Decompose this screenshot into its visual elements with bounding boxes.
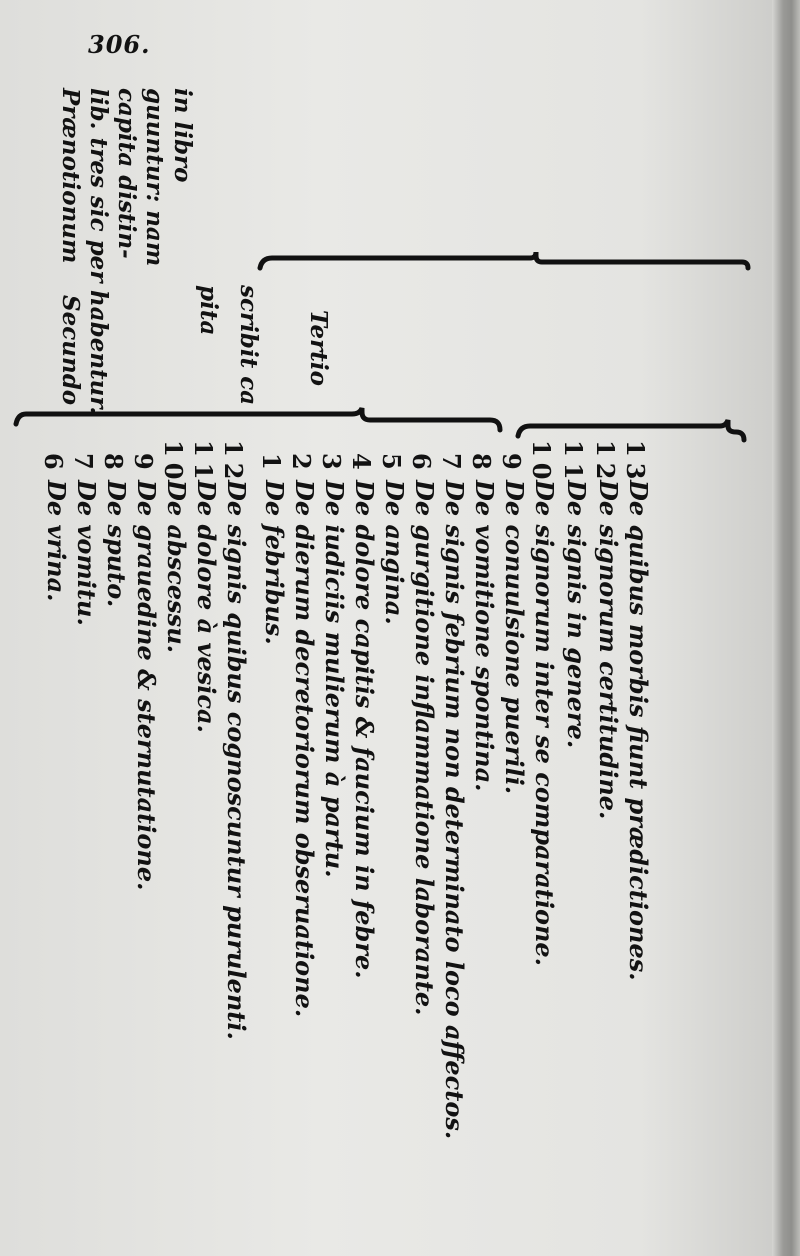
secundo-line-1: Secundo [57, 295, 84, 406]
tertio-num-2: 2 [287, 453, 316, 476]
secundo-entry-11: De dolore à vesica. [192, 480, 221, 733]
tertio-entry-13: De quibus morbis fiunt prædictiones. [624, 480, 653, 981]
brace-tertio [16, 408, 500, 430]
tertio-num-10: 10 [527, 440, 556, 486]
secundo-entry-9: De grauedine & sternutatione. [132, 480, 161, 891]
tertio-num-3: 3 [317, 453, 346, 476]
secundo-num-6: 6 [39, 453, 68, 476]
tertio-line-1: Tertio [305, 310, 332, 386]
tertio-num-12: 12 [591, 440, 620, 486]
tertio-entry-10: De signorum inter se comparatione. [530, 480, 559, 967]
secundo-entry-8: De sputo. [102, 480, 131, 608]
intro-line-2: lib. tres sic per [85, 88, 112, 283]
intro-line-3: capita distin- [113, 88, 140, 259]
tertio-num-11: 11 [559, 440, 588, 486]
intro-line-1: Prænotionum [57, 88, 84, 264]
secundo-num-8: 8 [99, 453, 128, 476]
secundo-entry-10: De abscessu. [162, 480, 191, 653]
secundo-num-10: 10 [159, 440, 188, 486]
secundo-entry-12: De signis quibus cognoscuntur purulenti. [222, 480, 251, 1040]
brace-secundo [518, 420, 744, 440]
tertio-entry-5: De angina. [380, 480, 409, 625]
tertio-entry-11: De signis in genere. [562, 480, 591, 749]
tertio-num-1: 1 [257, 453, 286, 476]
tertio-num-13: 13 [621, 440, 650, 486]
tertio-num-9: 9 [497, 453, 526, 476]
tertio-entry-3: De iudiciis mulierum à partu. [320, 480, 349, 878]
secundo-num-12: 12 [219, 440, 248, 486]
tertio-num-7: 7 [437, 453, 466, 476]
tertio-entry-12: De signorum certitudine. [594, 480, 623, 820]
tertio-entry-1: De febribus. [260, 480, 289, 645]
secundo-entry-7: De vomitu. [72, 480, 101, 626]
secundo-num-7: 7 [69, 453, 98, 476]
secundo-entry-6: De vrina. [42, 480, 71, 602]
secundo-num-11: 11 [189, 440, 218, 486]
tertio-line-3: pita [195, 285, 222, 336]
intro-line-5: in libro [169, 88, 196, 183]
tertio-entry-8: De vomitione spontina. [470, 480, 499, 792]
tertio-line-2: scribit ca [235, 285, 262, 406]
intro-line-4: guuntur: nam [141, 88, 168, 267]
tertio-num-4: 4 [347, 453, 376, 476]
tertio-entry-6: De gurgitione inflammatione laborante. [410, 480, 439, 1016]
tertio-entry-9: De conuulsione puerili. [500, 480, 529, 795]
secundo-num-9: 9 [129, 453, 158, 476]
brace-intro [260, 252, 748, 268]
tertio-num-8: 8 [467, 453, 496, 476]
secundo-line-2: habentur. [85, 290, 112, 415]
tertio-num-5: 5 [377, 453, 406, 476]
tertio-entry-7: De signis febrium non determinato loco affectos. [440, 480, 469, 1140]
tertio-entry-2: De dierum decretoriorum obseruatione. [290, 480, 319, 1018]
tertio-num-6: 6 [407, 453, 436, 476]
tertio-entry-4: De dolore capitis & faucium in febre. [350, 480, 379, 979]
page-number: 306. [88, 30, 151, 59]
